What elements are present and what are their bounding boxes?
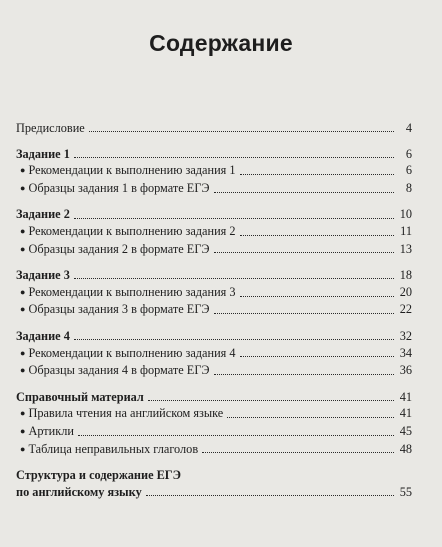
toc-section [16,328,412,380]
dot-leader [214,251,394,253]
toc-entry-sub[interactable] [16,301,412,319]
toc-entry-label: Рекомендации к выполнению задания 2 [28,223,236,238]
toc-entry-sub[interactable] [16,284,412,302]
toc-entry-final-line2[interactable] [16,484,412,501]
toc-page-number: 41 [399,406,412,421]
bullet-icon: ● [20,165,26,176]
page-title: Содержание [149,30,293,56]
toc-page-number: 10 [399,207,412,222]
toc-page-number: 32 [399,328,412,343]
toc-page-number: 22 [399,302,412,317]
dot-leader [214,312,394,314]
toc-page-number: 18 [399,268,412,283]
toc-entry-sub[interactable] [16,241,412,259]
toc-entry-label: Образцы задания 4 в формате ЕГЭ [28,363,210,378]
toc-entry-label: Справочный материал [16,389,144,404]
bullet-icon: ● [20,182,26,193]
dot-leader [78,434,394,436]
toc-page-number: 6 [405,163,412,178]
bullet-icon: ● [20,304,26,315]
toc-entry-label: Задание 1 [16,146,70,161]
toc-page-number: 20 [399,284,412,299]
bullet-icon: ● [20,243,26,254]
toc-entry-sub[interactable] [16,223,412,241]
toc-entry-sub[interactable] [16,345,412,363]
toc-section [16,206,412,258]
toc-entry-sub[interactable] [16,405,412,423]
toc-entry-label: Задание 3 [16,268,70,283]
toc-entry-sub[interactable] [16,162,412,180]
dot-leader [240,173,394,175]
toc-page-number: 48 [399,441,412,456]
dot-leader [240,295,394,297]
toc-section-final [16,467,412,500]
toc-entry-main[interactable] [16,146,412,163]
toc-page-number: 36 [399,363,412,378]
toc-entry-sub[interactable] [16,180,412,198]
toc-entry-label: Образцы задания 2 в формате ЕГЭ [28,241,210,256]
toc-entry-label: Рекомендации к выполнению задания 4 [28,345,236,360]
dot-leader [240,355,394,357]
toc-section [16,267,412,319]
toc-entry-sub[interactable] [16,441,412,459]
bullet-icon: ● [20,443,26,454]
toc-entry-label: по английскому языку [16,484,142,499]
dot-leader [227,416,393,418]
dot-leader [74,338,394,340]
dot-leader [74,217,394,219]
toc-section [16,389,412,458]
bullet-icon: ● [20,347,26,358]
toc-entry-label: Артикли [28,423,74,438]
dot-leader [214,191,394,193]
toc-entry-preface[interactable] [16,120,412,137]
dot-leader [148,399,394,401]
toc-page-number: 55 [399,484,412,499]
toc-page-number: 34 [399,345,412,360]
toc-entry-label: Правила чтения на английском языке [28,406,224,421]
toc-entry-main[interactable] [16,328,412,345]
toc-entry-label: Образцы задания 3 в формате ЕГЭ [28,302,210,317]
toc-entry-sub[interactable] [16,423,412,441]
toc-entry-label: Образцы задания 1 в формате ЕГЭ [28,180,210,195]
toc-entry-sub[interactable] [16,362,412,380]
bullet-icon: ● [20,365,26,376]
toc-sections [16,146,412,459]
bullet-icon: ● [20,408,26,419]
toc-page-number: 8 [405,180,412,195]
toc-page-number: 45 [399,423,412,438]
dot-leader [214,373,394,375]
dot-leader [240,234,394,236]
toc-entry-final-line1[interactable] [16,467,412,484]
toc-section [16,146,412,198]
toc-page-number: 41 [399,389,412,404]
toc-entry-main[interactable] [16,267,412,284]
toc-page-number: 4 [405,121,412,135]
toc-entry-label: Задание 4 [16,328,70,343]
dot-leader [74,156,394,158]
table-of-contents [16,120,412,509]
toc-entry-label: Структура и содержание ЕГЭ [16,468,181,483]
toc-entry-label: Таблица неправильных глаголов [28,441,199,456]
dot-leader [146,494,394,496]
toc-entry-main[interactable] [16,389,412,406]
toc-entry-label: Рекомендации к выполнению задания 3 [28,284,236,299]
toc-entry-label: Задание 2 [16,207,70,222]
toc-entry-main[interactable] [16,206,412,223]
dot-leader [74,277,394,279]
toc-page-number: 13 [399,241,412,256]
bullet-icon: ● [20,425,26,436]
toc-page-number: 11 [400,223,412,238]
toc-section-preface [16,120,412,137]
toc-page-number: 6 [405,146,412,161]
bullet-icon: ● [20,225,26,236]
dot-leader [89,130,394,132]
toc-entry-label: Рекомендации к выполнению задания 1 [28,163,236,178]
toc-entry-label: Предисловие [16,121,85,135]
dot-leader [202,451,394,453]
bullet-icon: ● [20,286,26,297]
